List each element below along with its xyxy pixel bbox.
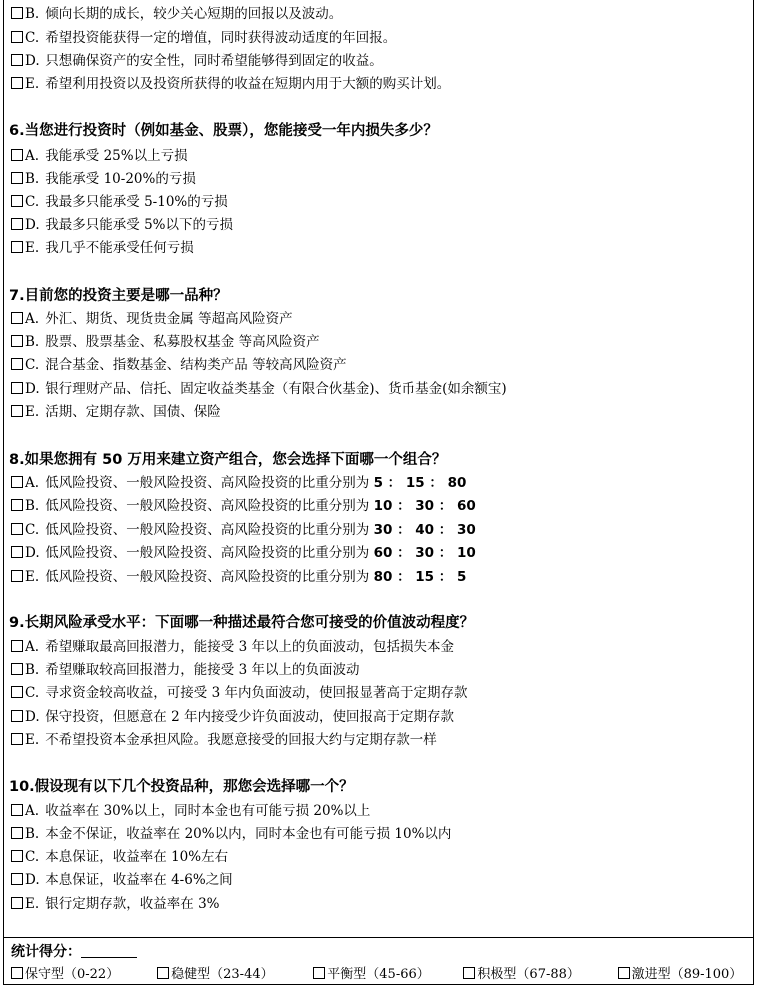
checkbox[interactable] <box>11 546 23 558</box>
risk-type-row <box>11 966 751 984</box>
checkbox[interactable] <box>11 499 23 511</box>
checkbox[interactable] <box>11 710 23 722</box>
checkbox[interactable] <box>11 827 23 839</box>
option-row[interactable]: C. 低风险投资、一般风险投资、高风险投资的比重分别为 30 ： 40 ： 30 <box>11 520 476 540</box>
option-row[interactable]: E. 银行定期存款，收益率在 3% <box>11 894 220 914</box>
checkbox[interactable] <box>11 149 23 161</box>
option-row[interactable]: C. 希望投资能获得一定的增值，同时获得波动适度的年回报。 <box>11 28 396 48</box>
checkbox[interactable] <box>11 804 23 816</box>
option-row[interactable]: A. 低风险投资、一般风险投资、高风险投资的比重分别为 5 ： 15 ： 80 <box>11 473 466 493</box>
checkbox[interactable] <box>11 733 23 745</box>
option-row[interactable]: D. 低风险投资、一般风险投资、高风险投资的比重分别为 60 ： 30 ： 10 <box>11 543 476 563</box>
checkbox[interactable] <box>11 241 23 253</box>
option-row[interactable]: C. 寻求资金较高收益，可接受 3 年内负面波动，使回报显著高于定期存款 <box>11 683 467 703</box>
option-row[interactable]: D. 本息保证，收益率在 4-6%之间 <box>11 870 233 890</box>
allocation-ratio: 10 ： 30 ： 60 <box>373 498 476 514</box>
risk-type-option[interactable]: 激进型（89-100） <box>618 966 743 984</box>
checkbox[interactable] <box>313 967 325 979</box>
option-row[interactable]: B. 希望赚取较高回报潜力，能接受 3 年以上的负面波动 <box>11 660 359 680</box>
risk-type-option[interactable]: 平衡型（45-66） <box>313 966 459 984</box>
question-title: 7.目前您的投资主要是哪一品种？ <box>9 288 228 304</box>
allocation-ratio: 60 ： 30 ： 10 <box>373 545 476 561</box>
checkbox[interactable] <box>11 897 23 909</box>
option-row[interactable]: D. 只想确保资产的安全性，同时希望能够得到固定的收益。 <box>11 51 383 71</box>
option-row[interactable]: E. 希望利用投资以及投资所获得的收益在短期内用于大额的购买计划。 <box>11 74 450 94</box>
checkbox[interactable] <box>11 358 23 370</box>
question-title: 9.长期风险承受水平：下面哪一种描述最符合您可接受的价值波动程度？ <box>9 615 475 631</box>
option-row[interactable]: B. 倾向长期的成长，较少关心短期的回报以及波动。 <box>11 4 342 24</box>
checkbox[interactable] <box>11 523 23 535</box>
checkbox[interactable] <box>11 195 23 207</box>
option-row[interactable]: A. 希望赚取最高回报潜力，能接受 3 年以上的负面波动，包括损失本金 <box>11 637 454 657</box>
checkbox[interactable] <box>11 335 23 347</box>
risk-type-option[interactable]: 积极型（67-88） <box>463 966 613 984</box>
option-row[interactable]: B. 我能承受 10-20%的亏损 <box>11 169 196 189</box>
option-row[interactable]: D. 银行理财产品、信托、固定收益类基金（有限合伙基金)、货币基金(如余额宝) <box>11 379 507 399</box>
question-title: 8.如果您拥有 50 万用来建立资产组合，您会选择下面哪一个组合？ <box>9 452 447 468</box>
option-row[interactable]: B. 股票、股票基金、私募股权基金 等高风险资产 <box>11 332 320 352</box>
question-title: 10.假设现有以下几个投资品种，那您会选择哪一个？ <box>9 779 354 795</box>
checkbox[interactable] <box>11 967 23 979</box>
checkbox[interactable] <box>11 850 23 862</box>
allocation-ratio: 80 ： 15 ： 5 <box>373 569 467 585</box>
checkbox[interactable] <box>11 31 23 43</box>
option-row[interactable]: A. 收益率在 30%以上，同时本金也有可能亏损 20%以上 <box>11 801 370 821</box>
option-row[interactable]: B. 低风险投资、一般风险投资、高风险投资的比重分别为 10 ： 30 ： 60 <box>11 496 476 516</box>
risk-type-option[interactable]: 稳健型（23-44） <box>157 966 309 984</box>
checkbox[interactable] <box>463 967 475 979</box>
checkbox[interactable] <box>11 382 23 394</box>
checkbox[interactable] <box>11 77 23 89</box>
checkbox[interactable] <box>11 873 23 885</box>
score-input[interactable] <box>81 943 137 958</box>
option-row[interactable]: D. 我最多只能承受 5%以下的亏损 <box>11 215 233 235</box>
risk-type-option[interactable]: 保守型（0-22） <box>11 966 153 984</box>
option-row[interactable]: A. 外汇、期货、现货贵金属 等超高风险资产 <box>11 309 293 329</box>
checkbox[interactable] <box>11 640 23 652</box>
checkbox[interactable] <box>11 405 23 417</box>
option-row[interactable]: E. 我几乎不能承受任何亏损 <box>11 238 194 258</box>
checkbox[interactable] <box>11 7 23 19</box>
checkbox[interactable] <box>11 218 23 230</box>
checkbox[interactable] <box>11 172 23 184</box>
option-row[interactable]: B. 本金不保证，收益率在 20%以内，同时本金也有可能亏损 10%以内 <box>11 824 451 844</box>
checkbox[interactable] <box>11 476 23 488</box>
section-divider <box>3 937 754 938</box>
option-row[interactable]: C. 本息保证，收益率在 10%左右 <box>11 847 228 867</box>
option-row[interactable]: C. 混合基金、指数基金、结构类产品 等较高风险资产 <box>11 355 347 375</box>
option-row[interactable]: E. 活期、定期存款、国债、保险 <box>11 402 221 422</box>
score-label: 统计得分： <box>11 944 81 960</box>
checkbox[interactable] <box>11 312 23 324</box>
option-row[interactable]: C. 我最多只能承受 5-10%的亏损 <box>11 192 228 212</box>
allocation-ratio: 5 ： 15 ： 80 <box>373 475 467 491</box>
question-title: 6.当您进行投资时（例如基金、股票），您能接受一年内损失多少？ <box>9 123 438 139</box>
checkbox[interactable] <box>618 967 630 979</box>
checkbox[interactable] <box>157 967 169 979</box>
checkbox[interactable] <box>11 54 23 66</box>
option-row[interactable]: D. 保守投资，但愿意在 2 年内接受少许负面波动，使回报高于定期存款 <box>11 707 454 727</box>
checkbox[interactable] <box>11 686 23 698</box>
option-row[interactable]: E. 低风险投资、一般风险投资、高风险投资的比重分别为 80 ： 15 ： 5 <box>11 567 466 587</box>
option-row[interactable]: E. 不希望投资本金承担风险。我愿意接受的回报大约与定期存款一样 <box>11 730 437 750</box>
checkbox[interactable] <box>11 570 23 582</box>
option-row[interactable]: A. 我能承受 25%以上亏损 <box>11 146 188 166</box>
allocation-ratio: 30 ： 40 ： 30 <box>373 522 476 538</box>
checkbox[interactable] <box>11 663 23 675</box>
score-row <box>11 942 137 962</box>
